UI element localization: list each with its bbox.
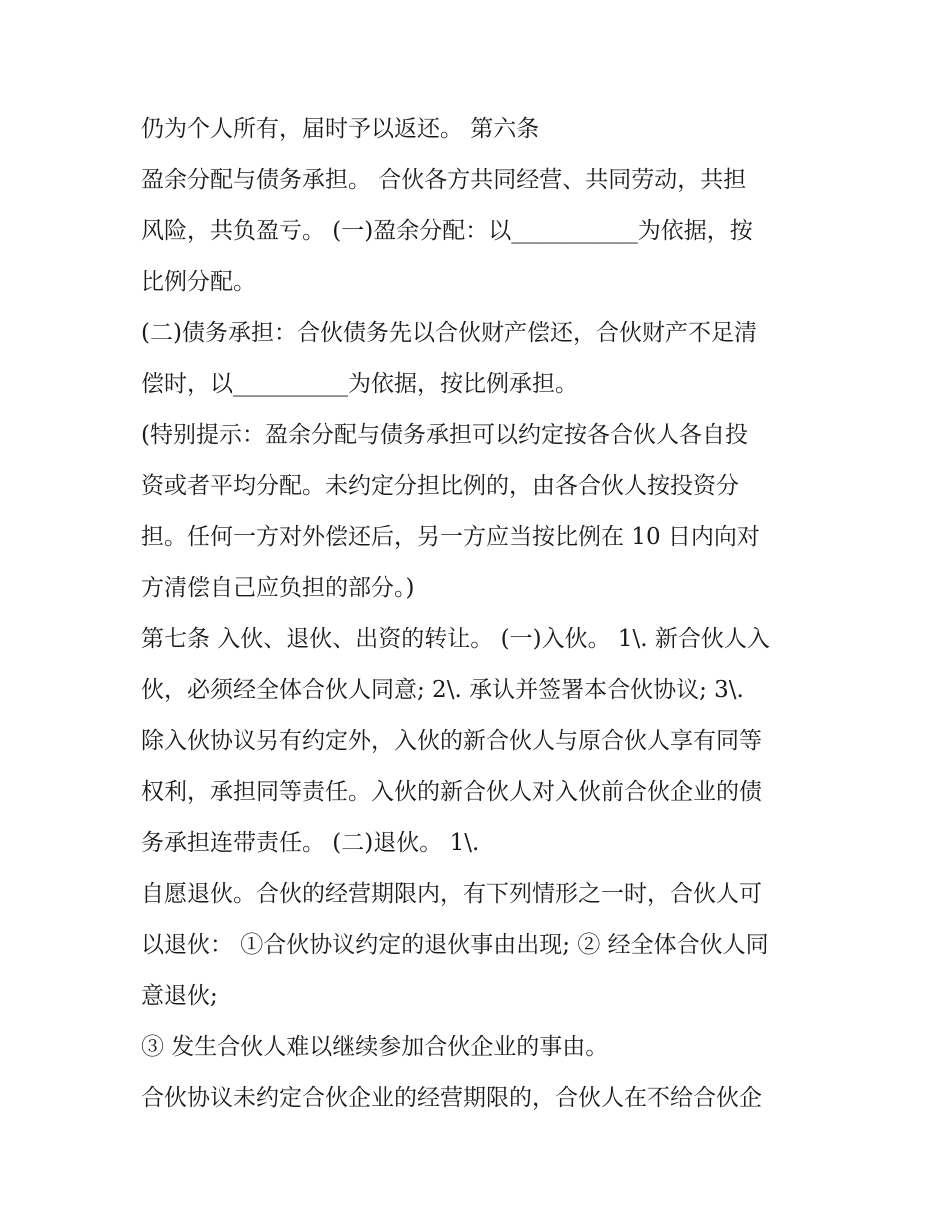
text-line-7: (特别提示：盈余分配与债务承担可以约定按各合伙人各自投	[141, 422, 748, 448]
text-line-11: 第七条 入伙、退伙、出资的转让。 (一)入伙。 1\. 新合伙人入	[141, 626, 770, 652]
text-line-8: 资或者平均分配。未约定分担比例的，由各合伙人按投资分	[141, 473, 739, 499]
text-line-3: 风险，共负盈亏。 (一)盈余分配：以___________为依据，按	[141, 218, 753, 244]
text-line-14: 权利，承担同等责任。入伙的新合伙人对入伙前合伙企业的债	[141, 779, 762, 805]
text-line-1: 仍为个人所有，届时予以返还。 第六条	[141, 116, 540, 142]
document-body	[141, 104, 831, 1124]
text-line-20: 合伙协议未约定合伙企业的经营期限的，合伙人在不给合伙企	[141, 1085, 762, 1111]
text-line-4: 比例分配。	[141, 269, 256, 295]
text-line-6: 偿时，以__________为依据，按比例承担。	[141, 371, 578, 397]
text-line-15: 务承担连带责任。 (二)退伙。 1\.	[141, 830, 480, 856]
text-line-2: 盈余分配与债务承担。 合伙各方共同经营、共同劳动，共担	[141, 167, 747, 193]
text-line-9: 担。任何一方对外偿还后，另一方应当按比例在 10 日内向对	[141, 524, 760, 550]
text-line-10: 方清偿自己应负担的部分。)	[141, 575, 415, 601]
text-line-19: ③ 发生合伙人难以继续参加合伙企业的事由。	[141, 1034, 609, 1060]
text-line-18: 意退伙;	[141, 983, 218, 1009]
text-line-12: 伙，必须经全体合伙人同意; 2\. 承认并签署本合伙协议; 3\.	[141, 677, 744, 703]
text-line-17: 以退伙： ①合伙协议约定的退伙事由出现; ② 经全体合伙人同	[141, 932, 769, 958]
text-line-13: 除入伙协议另有约定外，入伙的新合伙人与原合伙人享有同等	[141, 728, 762, 754]
text-line-16: 自愿退伙。合伙的经营期限内，有下列情形之一时，合伙人可	[141, 881, 762, 907]
text-line-5: (二)债务承担：合伙债务先以合伙财产偿还，合伙财产不足清	[141, 320, 757, 346]
